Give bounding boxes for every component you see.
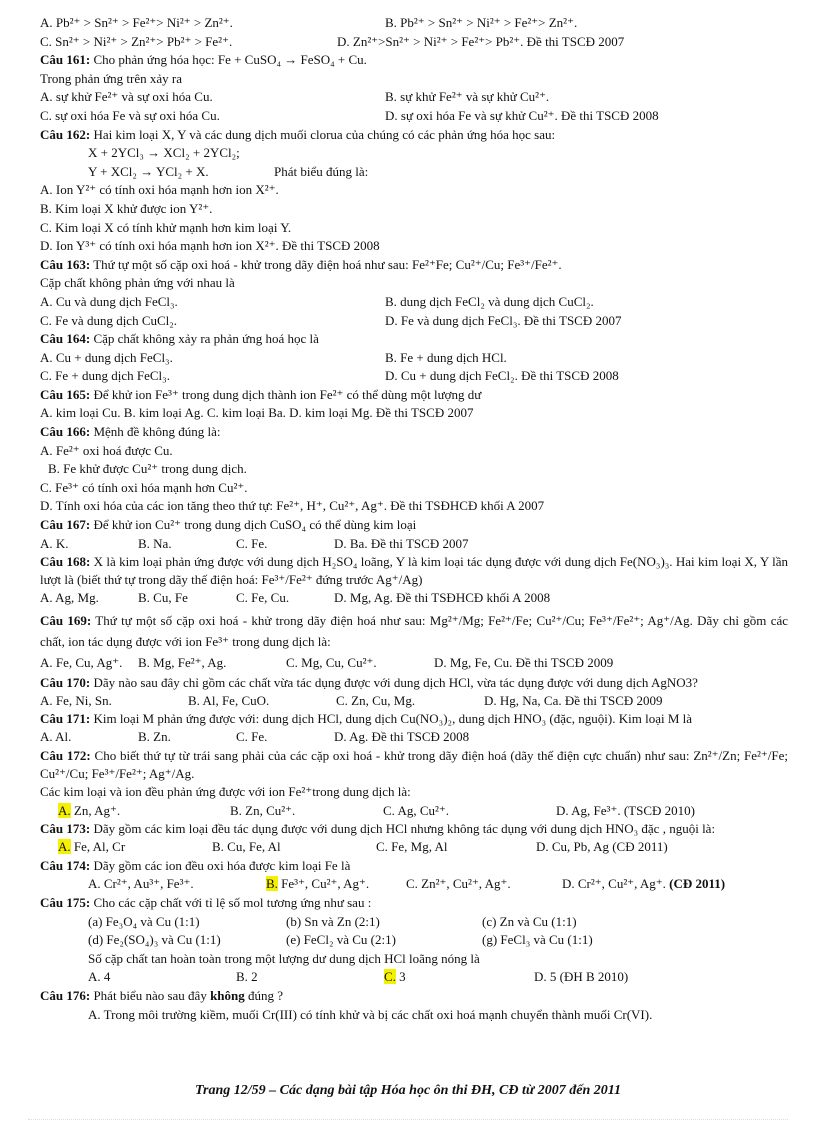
answer-line — [40, 293, 788, 312]
option-text: C. Zn, Cu, Mg. — [336, 692, 416, 708]
option-text: A. Pb²⁺ > Sn²⁺ > Fe²⁺> Ni²⁺ > Zn²⁺. — [40, 15, 233, 30]
option-text: A. Zn, Ag⁺. — [58, 802, 121, 818]
answer-line — [40, 968, 788, 987]
option-text: C. Sn²⁺ > Ni²⁺ > Zn²⁺> Pb²⁺ > Fe²⁺. — [40, 33, 233, 49]
option-text: D. Zn²⁺>Sn²⁺ > Ni²⁺ > Fe²⁺> Pb²⁺. Đề thi TSCĐ 2007 — [337, 33, 625, 49]
answer-line — [40, 107, 788, 126]
option-text: B. Cu, Fe, Al — [212, 839, 281, 855]
document-page — [40, 14, 788, 1024]
option-text: D. Mg, Fe, Cu. Đề thi TSCĐ 2009 — [434, 654, 614, 670]
pair-item: (e) FeCl₂ và Cu (2:1) — [286, 932, 396, 948]
equation-text: Y + XCl₂ → YCl₂ + X. — [88, 163, 209, 179]
question-171 — [40, 710, 788, 728]
question-164 — [40, 330, 788, 349]
option-text: D. Ag, Fe³⁺. (TSCĐ 2010) — [556, 802, 695, 818]
question-text: Cho phản ứng hóa học: Fe + CuSO₄ → FeSO₄ + Cu. — [90, 52, 367, 68]
option-text: D. Mg, Ag. Đề thi TSĐHCĐ khối A 2008 — [334, 590, 551, 606]
question-173 — [40, 820, 788, 838]
question-text: Thứ tự một số cặp oxi hoá - khử trong dãy điện hoá như sau: Mg²⁺/Mg; Fe²⁺/Fe; Cu²⁺/Cu; Fe³⁺/Fe²⁺; Ag⁺/Ag. Dãy chỉ gồm các chất, ion tác dụng được với ion Fe³⁺ trong dung dịch là: — [40, 612, 789, 649]
pair-item: (a) Fe₃O₄ và Cu (1:1) — [88, 913, 200, 929]
option-text: B. Al, Fe, CuO. — [188, 692, 270, 708]
option-text: A. Cu và dung dịch FeCl₃. — [40, 293, 178, 309]
answer-line: A. Ion Y²⁺ có tính oxi hóa mạnh hơn ion X²⁺. — [40, 182, 279, 198]
option-text: A. Cu + dung dịch FeCl₃. — [40, 349, 173, 365]
answer-line: C. Kim loại X có tính khử mạnh hơn kim loại Y. — [40, 219, 292, 235]
option-text: B. Zn. — [138, 729, 171, 745]
pair-item: (b) Sn và Zn (2:1) — [286, 913, 380, 929]
emphasis-text: không — [210, 987, 245, 1003]
question-number: Câu 176: — [40, 987, 91, 1003]
answer-line — [40, 535, 788, 554]
option-text: C. Mg, Cu, Cu²⁺. — [286, 654, 377, 670]
option-text: D. Cr²⁺, Cu²⁺, Ag⁺. (CĐ 2011) — [562, 876, 726, 892]
pair-item: (d) Fe₂(SO₄)₃ và Cu (1:1) — [88, 932, 221, 948]
question-text: Cho biết thứ tự từ trái sang phải của các cặp oxi hoá - khử trong dãy điện hoá (dãy thế điện cực chuẩn) như sau: Zn²⁺/Zn; Fe²⁺/Fe; Cu²⁺/Cu; Fe³⁺/Fe²⁺; Ag⁺/Ag. — [40, 748, 788, 781]
option-text: B. Pb²⁺ > Sn²⁺ > Ni²⁺ > Fe²⁺> Zn²⁺. — [385, 15, 578, 30]
option-text: A. Al. — [40, 729, 72, 745]
question-166 — [40, 423, 788, 442]
question-text: Cho các cặp chất với tỉ lệ số mol tương ứng như sau : — [90, 894, 372, 910]
option-text: C. Fe + dung dịch FeCl₃. — [40, 368, 170, 384]
answer-line: A. kim loại Cu. B. kim loại Ag. C. kim loại Ba. D. kim loại Mg. Đề thi TSCĐ 2007 — [40, 405, 474, 421]
correct-answer-highlight: C. — [384, 969, 396, 985]
question-text: Mệnh đề không đúng là: — [90, 424, 221, 440]
option-text: A. Cr²⁺, Au³⁺, Fe³⁺. — [88, 876, 194, 892]
option-text: C. Fe. — [236, 729, 268, 745]
prompt-text: Phát biểu đúng là: — [274, 163, 369, 179]
question-text: Hai kim loại X, Y và các dung dịch muối clorua của chúng có các phản ứng hóa học sau: — [90, 126, 556, 142]
answer-line — [40, 838, 788, 857]
option-text: A. K. — [40, 535, 69, 551]
question-167 — [40, 516, 788, 535]
answer-line — [40, 875, 788, 894]
option-text: C. Fe. — [236, 535, 268, 551]
question-text: Kim loại M phản ứng được với: dung dịch HCl, dung dịch Cu(NO₃)₂, dung dịch HNO₃ (đặc, nguội). Kim loại M là — [90, 711, 693, 727]
question-number: Câu 164: — [40, 331, 91, 347]
option-text: B. Fe³⁺, Cu²⁺, Ag⁺. — [266, 876, 370, 892]
correct-answer-highlight: B. — [266, 876, 278, 892]
option-text: C. Fe, Mg, Al — [376, 839, 448, 855]
answer-line: D. Ion Y³⁺ có tính oxi hóa mạnh hơn ion X²⁺. Đề thi TSCĐ 2008 — [40, 238, 380, 254]
option-text: A. sự khử Fe²⁺ và sự oxi hóa Cu. — [40, 89, 213, 105]
question-number: Câu 168: — [40, 554, 91, 570]
option-text: C. Ag, Cu²⁺. — [383, 802, 450, 818]
question-number: Câu 161: — [40, 52, 91, 68]
answer-line — [40, 88, 788, 107]
pair-list-line — [40, 913, 788, 932]
page-footer: Trang 12/59 – Các dạng bài tập Hóa học ôn thi ĐH, CĐ từ 2007 đến 2011 — [195, 1083, 621, 1098]
question-text: Dãy gồm các ion đều oxi hóa được kim loại Fe là — [90, 857, 351, 873]
answer-line — [40, 652, 788, 674]
question-162 — [40, 126, 788, 145]
answer-line — [40, 692, 788, 711]
question-text-line: Các kim loại và ion đều phản ứng được với ion Fe²⁺trong dung dịch là: — [40, 784, 411, 799]
answer-line — [40, 802, 788, 821]
question-170 — [40, 674, 788, 692]
answer-line — [40, 349, 788, 368]
option-text: D. Fe và dung dịch FeCl₃. Đề thi TSCĐ 2007 — [385, 312, 622, 328]
option-text: A. Fe, Ni, Sn. — [40, 692, 112, 708]
option-text: B. Na. — [138, 535, 172, 551]
question-number: Câu 163: — [40, 256, 91, 272]
question-text: Dãy gồm các kim loại đều tác dụng được với dung dịch HCl nhưng không tác dụng với dung dịch HNO₃ đặc , nguội là: — [90, 821, 716, 837]
question-172 — [40, 747, 788, 783]
option-text: C. Zn²⁺, Cu²⁺, Ag⁺. — [406, 876, 511, 892]
option-text: A. Ag, Mg. — [40, 590, 99, 606]
option-text: A. 4 — [88, 969, 111, 985]
question-number: Câu 173: — [40, 821, 91, 837]
question-number: Câu 162: — [40, 126, 91, 142]
option-text: C. Fe, Cu. — [236, 590, 290, 606]
question-number: Câu 171: — [40, 711, 91, 727]
question-text: Cặp chất không xảy ra phản ứng hoá học là — [90, 331, 319, 347]
footer-divider — [28, 1119, 788, 1120]
question-text-line: Cặp chất không phản ứng với nhau là — [40, 275, 235, 291]
question-number: Câu 165: — [40, 386, 91, 402]
question-number: Câu 170: — [40, 674, 91, 690]
question-168 — [40, 553, 788, 589]
option-text: D. sự oxi hóa Fe và sự khử Cu²⁺. Đề thi TSCĐ 2008 — [385, 107, 659, 123]
question-text: Thứ tự một số cặp oxi hoá - khử trong dãy điện hoá như sau: Fe²⁺Fe; Cu²⁺/Cu; Fe³⁺/Fe²⁺. — [90, 256, 562, 272]
answer-line: A. Fe²⁺ oxi hoá được Cu. — [40, 442, 173, 458]
question-163 — [40, 256, 788, 275]
answer-line: A. Trong môi trường kiềm, muối Cr(III) có tính khử và bị các chất oxi hoá mạnh chuyển thành muối Cr(VI). — [88, 1006, 653, 1022]
option-text: A. Fe, Cu, Ag⁺. — [40, 654, 123, 670]
correct-answer-highlight: A. — [58, 802, 71, 818]
option-text: A. Fe, Al, Cr — [58, 839, 126, 855]
option-text: D. Cu, Pb, Ag (CĐ 2011) — [536, 839, 668, 855]
option-text: B. sự khử Fe²⁺ và sự khử Cu²⁺. — [385, 89, 550, 105]
answer-line — [40, 33, 788, 52]
question-175 — [40, 894, 788, 913]
option-text: D. Hg, Na, Ca. Đề thi TSCĐ 2009 — [484, 692, 663, 708]
question-text: Để khử ion Cu²⁺ trong dung dịch CuSO₄ có thể dùng kim loại — [90, 517, 417, 533]
option-text: B. Mg, Fe²⁺, Ag. — [138, 654, 227, 670]
question-number: Câu 174: — [40, 857, 91, 873]
option-text: C. 3 — [384, 969, 406, 985]
pair-item: (g) FeCl₃ và Cu (1:1) — [482, 932, 593, 948]
question-text: X là kim loại phản ứng được với dung dịch H₂SO₄ loãng, Y là kim loại tác dụng được với dung dịch Fe(NO₃)₃. Hai kim loại X, Y lần lượt là (biết thứ tự trong dãy thế điện hoá: Fe³⁺/Fe²⁺ đứng trước Ag⁺/Ag) — [40, 554, 789, 588]
option-text: C. Fe và dung dịch CuCl₂. — [40, 312, 178, 328]
answer-line — [40, 589, 788, 608]
option-text: B. Cu, Fe — [138, 590, 188, 606]
pair-list-line — [40, 931, 788, 950]
question-text-line: Số cặp chất tan hoàn toàn trong một lượng dư dung dịch HCl loãng nóng là — [88, 950, 480, 966]
question-165 — [40, 386, 788, 405]
option-text: C. sự oxi hóa Fe và sự oxi hóa Cu. — [40, 107, 220, 123]
question-number: Câu 175: — [40, 894, 91, 910]
question-169 — [40, 610, 788, 652]
option-text: B. Fe + dung dịch HCl. — [385, 349, 507, 365]
question-text: Để khử ion Fe³⁺ trong dung dịch thành ion Fe²⁺ có thể dùng một lượng dư — [90, 386, 482, 402]
answer-line — [40, 728, 788, 747]
equation-line: X + 2YCl₃ → XCl₂ + 2YCl₂; — [88, 145, 240, 161]
option-text: D. 5 (ĐH B 2010) — [534, 969, 629, 985]
option-text: B. Zn, Cu²⁺. — [230, 802, 296, 818]
answer-line: C. Fe³⁺ có tính oxi hóa mạnh hơn Cu²⁺. — [40, 479, 248, 495]
option-text: B. 2 — [236, 969, 258, 985]
answer-line — [40, 312, 788, 331]
question-number: Câu 166: — [40, 424, 91, 440]
option-text: D. Ag. Đề thi TSCĐ 2008 — [334, 729, 470, 745]
question-161 — [40, 51, 788, 70]
answer-line — [40, 14, 788, 33]
option-text: D. Ba. Đề thi TSCĐ 2007 — [334, 535, 469, 551]
answer-line: B. Fe khử được Cu²⁺ trong dung dịch. — [48, 461, 247, 477]
question-text: Dãy nào sau đây chỉ gồm các chất vừa tác dụng được với dung dịch HCl, vừa tác dụng được với dung dịch AgNO3? — [90, 674, 698, 690]
question-number: Câu 172: — [40, 748, 91, 763]
question-174 — [40, 857, 788, 876]
answer-line: B. Kim loại X khử được ion Y²⁺. — [40, 200, 213, 216]
question-text-line: Trong phản ứng trên xảy ra — [40, 70, 182, 86]
option-text: D. Cu + dung dịch FeCl₂. Đề thi TSCĐ 2008 — [385, 368, 619, 384]
question-number: Câu 167: — [40, 517, 91, 533]
question-number: Câu 169: — [40, 612, 92, 628]
option-text: B. dung dịch FeCl₂ và dung dịch CuCl₂. — [385, 293, 594, 309]
question-text: Phát biểu nào sau đây — [90, 987, 211, 1003]
answer-line: D. Tính oxi hóa của các ion tăng theo thứ tự: Fe²⁺, H⁺, Cu²⁺, Ag⁺. Đề thi TSĐHCĐ khối A 2007 — [40, 498, 545, 514]
correct-answer-highlight: A. — [58, 839, 71, 855]
pair-item: (c) Zn và Cu (1:1) — [482, 913, 577, 929]
answer-line — [40, 367, 788, 386]
equation-line — [40, 163, 788, 182]
question-176: Câu 176: Phát biểu nào sau đây không đúng ? — [40, 987, 284, 1003]
